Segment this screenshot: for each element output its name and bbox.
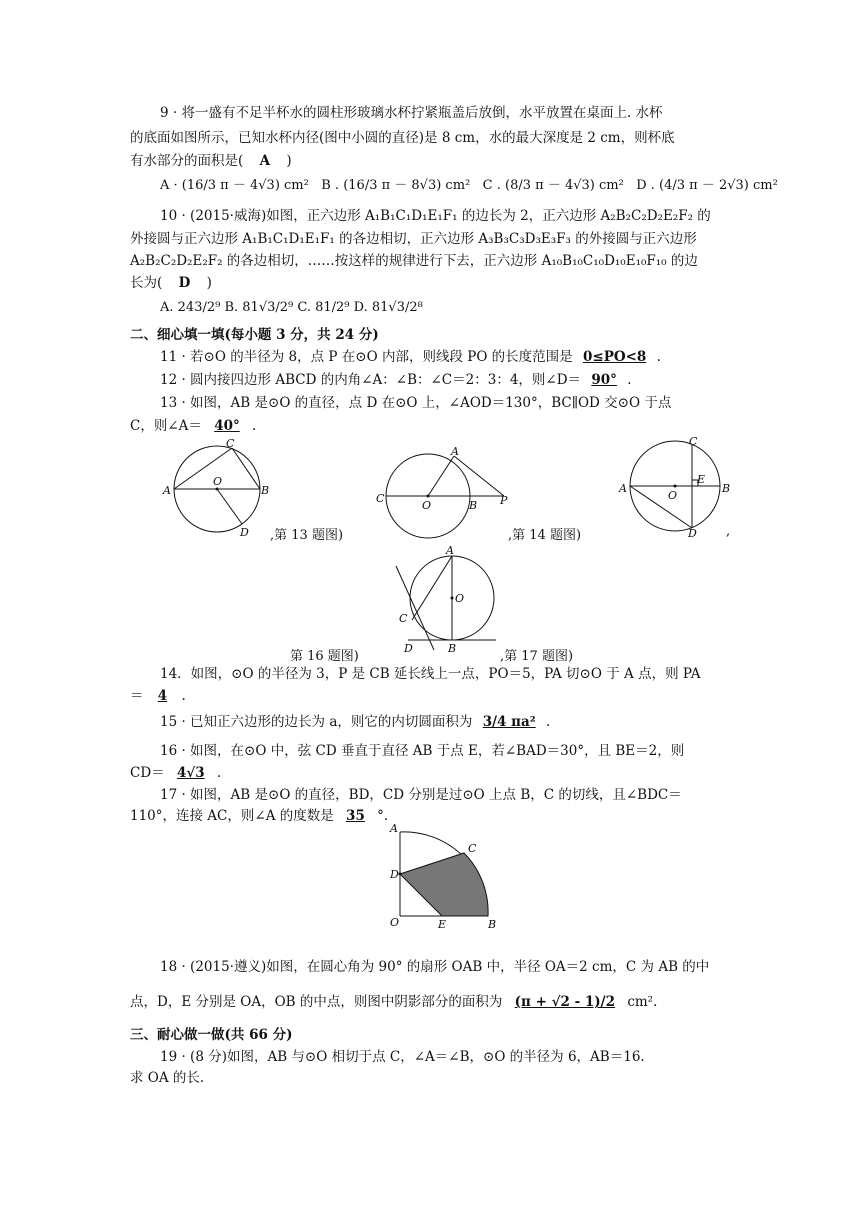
figure-17 [390, 542, 498, 654]
q11 [160, 347, 661, 367]
q10-answer: D [178, 275, 191, 291]
label-d: D [688, 527, 697, 538]
q15-answer: 3/4 πa² [482, 714, 536, 730]
q11-answer: 0≤PO<8 [582, 349, 647, 365]
q9-line3 [130, 151, 292, 171]
q10-stem: 长为( [130, 275, 163, 291]
q18-line2 [130, 992, 657, 1012]
q9-option-c: C . (8/3 π － 4√3) cm² [482, 178, 624, 193]
label-o: O [390, 916, 400, 929]
q10-options: A. 243/2⁹ B. 81√3/2⁹ C. 81/2⁹ D. 81√3/2⁸ [160, 300, 423, 315]
q18-line1: 18 · (2015·遵义)如图，在圆心角为 90° 的扇形 OAB 中，半径 OA＝2 cm，C 为 AB 的中 [160, 959, 710, 975]
label-a: A [451, 446, 459, 458]
q12-answer: 90° [591, 372, 617, 388]
q10-line1: 10 · (2015·威海)如图，正六边形 A₁B₁C₁D₁E₁F₁ 的边长为 2，正六边形 A₂B₂C₂D₂E₂F₂ 的 [160, 208, 711, 224]
q17-answer: 35 [346, 808, 365, 824]
q16-answer: 4√3 [176, 765, 205, 781]
q16-stem: CD＝ [130, 765, 165, 781]
q17-end: °. [377, 808, 389, 824]
q11-stem: 11 · 若⊙O 的半径为 8，点 P 在⊙O 内部，则线段 PO 的长度范围是 [160, 349, 573, 365]
q13-line2 [130, 416, 256, 436]
figure-13 [160, 438, 270, 538]
label-p: P [500, 494, 508, 507]
q9-option-d: D . (4/3 π － 2√3) cm² [636, 178, 778, 193]
q16-line2 [130, 763, 221, 783]
q13-line1: 13 · 如图，AB 是⊙O 的直径，点 D 在⊙O 上，∠AOD＝130°，BC∥OD 交⊙O 于点 [160, 395, 672, 411]
q18-answer: (π + √2 - 1)/2 [514, 994, 616, 1010]
label-o: O [213, 475, 223, 488]
q9-option-a: A · (16/3 π － 4√3) cm² [160, 178, 309, 193]
caption-17: ,第 17 题图) [500, 649, 574, 664]
q9-stem: 有水部分的面积是( [130, 153, 244, 169]
q11-end: . [656, 349, 661, 365]
label-d: D [240, 526, 249, 538]
caption-13: ,第 13 题图) [270, 528, 344, 543]
label-c: C [226, 438, 235, 450]
label-c: C [689, 436, 698, 448]
label-o: O [668, 489, 678, 502]
figure-18-sector [384, 822, 504, 934]
q15 [160, 712, 550, 732]
caption-16: 第 16 题图) [290, 649, 359, 664]
label-a: A [163, 484, 171, 497]
q12-stem: 12 · 圆内接四边形 ABCD 的内角∠A：∠B：∠C＝2：3：4，则∠D＝ [160, 372, 582, 388]
label-b: B [469, 499, 478, 512]
label-a: A [446, 544, 454, 557]
q10-line4 [130, 273, 212, 293]
q13-stem: C，则∠A＝ [130, 418, 202, 434]
section-2-heading: 二、细心填一填(每小题 3 分，共 24 分) [130, 327, 379, 343]
q14-line1: 14．如图，⊙O 的半径为 3，P 是 CB 延长线上一点，PO＝5，PA 切⊙O 于 A 点，则 PA [160, 666, 701, 682]
caption-separator: , [726, 524, 731, 539]
q14-end: . [181, 688, 186, 704]
label-o: O [455, 592, 465, 605]
q18-stem: 点，D，E 分别是 OA，OB 的中点，则图中阴影部分的面积为 [130, 994, 503, 1010]
label-c: C [376, 492, 385, 505]
q10-stem-end: ) [206, 275, 212, 291]
q19-line1: 19 · (8 分)如图，AB 与⊙O 相切于点 C，∠A＝∠B，⊙O 的半径为 6，AB＝16. [160, 1049, 645, 1065]
q10-line2: 外接圆与正六边形 A₁B₁C₁D₁E₁F₁ 的各边相切，正六边形 A₃B₃C₃D₃E₃F₃ 的外接圆与正六边形 [130, 231, 697, 247]
label-d: D [390, 868, 399, 881]
q17-line2 [130, 806, 388, 826]
label-d: D [404, 642, 413, 654]
label-e: E [697, 473, 706, 486]
q14-answer: 4 [157, 688, 168, 704]
q12-end: . [627, 372, 632, 388]
label-c: C [399, 612, 408, 625]
q10-line3: A₂B₂C₂D₂E₂F₂ 的各边相切，……按这样的规律进行下去，正六边形 A₁₀B₁₀C₁₀D₁₀E₁₀F₁₀ 的边 [130, 253, 698, 269]
q16-line1: 16 · 如图，在⊙O 中，弦 CD 垂直于直径 AB 于点 E，若∠BAD＝30°，且 BE＝2，则 [160, 743, 685, 759]
label-b: B [261, 484, 270, 497]
q13-answer: 40° [214, 418, 240, 434]
caption-14: ,第 14 题图) [508, 528, 582, 543]
q15-stem: 15 · 已知正六边形的边长为 a，则它的内切圆面积为 [160, 714, 473, 730]
q9-line1: 9 · 将一盛有不足半杯水的圆柱形玻璃水杯拧紧瓶盖后放倒，水平放置在桌面上. 水杯 [160, 105, 663, 121]
q18-end: cm². [627, 994, 658, 1010]
q13-end: . [252, 418, 257, 434]
label-c: C [468, 842, 477, 855]
figure-16-chord [616, 436, 734, 538]
q14-stem: ＝ [130, 688, 144, 704]
q9-stem-end: ) [286, 153, 292, 169]
section-3-heading: 三、耐心做一做(共 66 分) [130, 1027, 293, 1043]
q9-line2: 的底面如图所示，已知水杯内径(图中小圆的直径)是 8 cm，水的最大深度是 2 cm，则杯底 [130, 130, 675, 146]
label-a: A [619, 482, 627, 495]
q15-end: . [545, 714, 551, 730]
label-o: O [422, 499, 432, 512]
label-b: B [722, 482, 731, 495]
q12 [160, 370, 631, 390]
label-b: B [488, 918, 497, 931]
q9-options [160, 176, 778, 196]
label-e: E [438, 918, 447, 931]
label-b: B [448, 642, 457, 654]
q9-option-b: B . (16/3 π － 8√3) cm² [321, 178, 471, 193]
q9-answer: A [259, 153, 271, 169]
q16-end: . [216, 765, 222, 781]
q14-line2 [130, 686, 186, 706]
q17-stem: 110°，连接 AC，则∠A 的度数是 [130, 808, 334, 824]
q19-line2: 求 OA 的长. [130, 1070, 205, 1086]
q17-line1: 17 · 如图，AB 是⊙O 的直径，BD，CD 分别是过⊙O 上点 B，C 的切线，且∠BDC＝ [160, 787, 682, 803]
label-a: A [390, 822, 398, 835]
figure-14 [374, 446, 514, 544]
